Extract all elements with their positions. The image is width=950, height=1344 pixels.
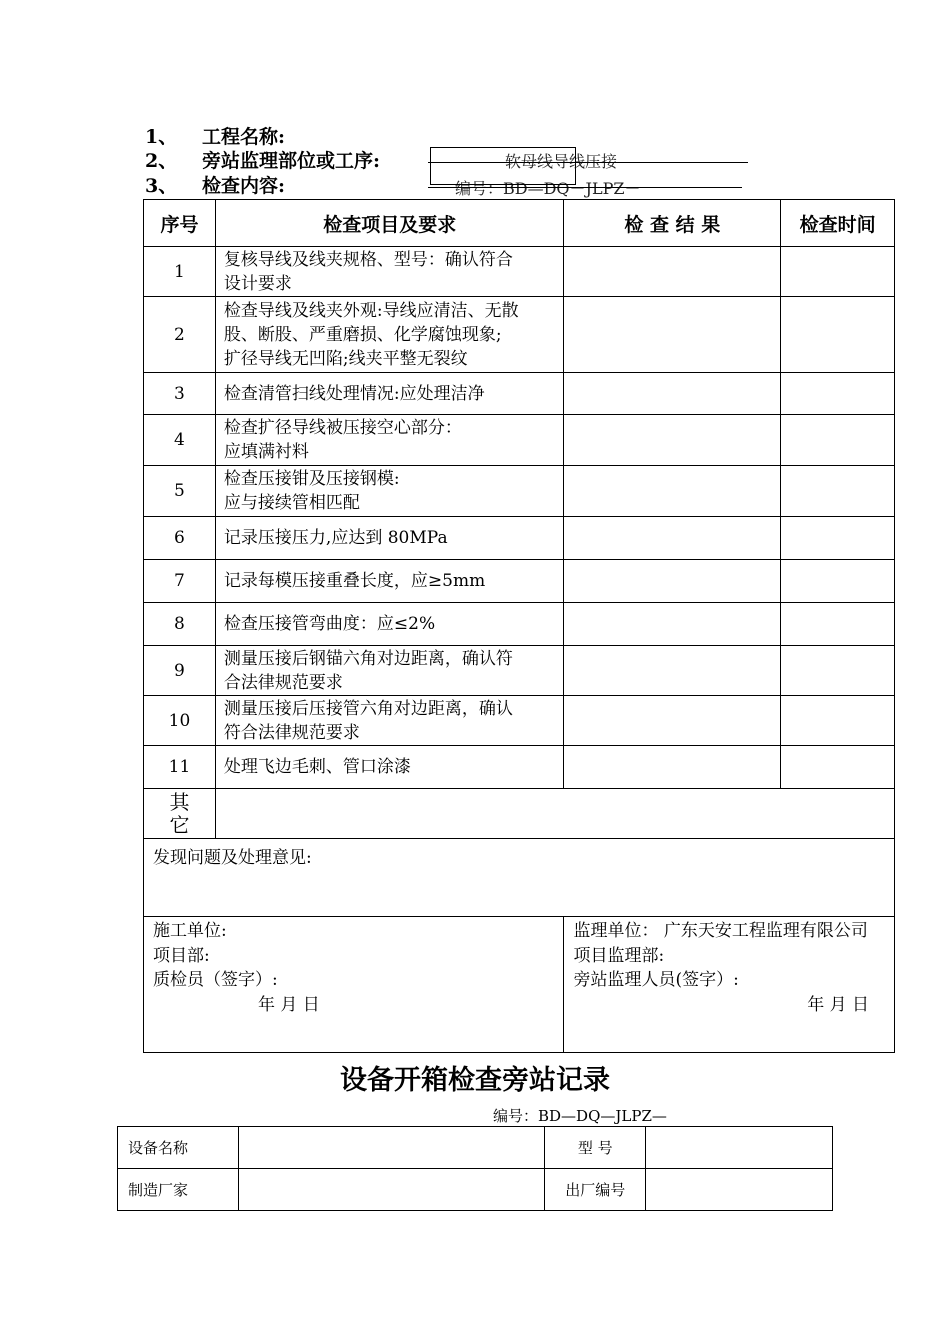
row-number: 5: [144, 466, 216, 517]
result-cell[interactable]: [564, 517, 781, 560]
other-label: 其 它: [144, 789, 216, 839]
time-cell[interactable]: [781, 603, 895, 646]
issues-label: 发现问题及处理意见:: [153, 848, 312, 868]
row-number: 8: [144, 603, 216, 646]
result-cell[interactable]: [564, 696, 781, 746]
quality-inspector-label: 质检员（签字）:: [153, 970, 278, 990]
time-cell[interactable]: [781, 247, 895, 297]
line-number: 2、: [145, 150, 178, 172]
supervision-part-label: 旁站监理部位或工序:: [202, 150, 381, 172]
section2-title: 设备开箱检查旁站记录: [340, 1065, 610, 1096]
form-code-text: 编号：BD—DQ－JLPZ－: [455, 179, 641, 198]
inspection-item: 测量压接后钢锚六角对边距离，确认符 合法律规范要求: [215, 646, 564, 696]
time-cell[interactable]: [781, 560, 895, 603]
inspection-item: 处理飞边毛刺、管口涂漆: [215, 746, 564, 789]
underline-code: [428, 187, 742, 188]
supervision-unit-label: 监理单位： 广东天安工程监理有限公司: [573, 921, 868, 941]
inspection-item: 检查扩径导线被压接空心部分： 应填满衬料: [215, 415, 564, 466]
row-number: 9: [144, 646, 216, 696]
result-cell[interactable]: [564, 466, 781, 517]
result-cell[interactable]: [564, 646, 781, 696]
inspection-item: 记录压接压力,应达到 80MPa: [215, 517, 564, 560]
table-row: [144, 297, 895, 373]
project-name-label: 工程名称:: [202, 126, 286, 148]
table-row: [144, 466, 895, 517]
supervision-date: 年 月 日: [807, 994, 869, 1015]
other-row: [144, 789, 895, 839]
time-cell[interactable]: [781, 373, 895, 415]
table-row: [144, 415, 895, 466]
time-cell[interactable]: [781, 466, 895, 517]
text-box-frame: [430, 147, 576, 185]
table-row: [144, 696, 895, 746]
time-cell[interactable]: [781, 746, 895, 789]
column-header-time: 检查时间: [781, 200, 895, 247]
table-row: [144, 247, 895, 297]
signature-row: [144, 917, 895, 1053]
manufacturer-label: 制造厂家: [118, 1169, 239, 1211]
time-cell[interactable]: [781, 646, 895, 696]
serial-number-label: 出厂编号: [545, 1169, 646, 1211]
result-cell[interactable]: [564, 373, 781, 415]
inspection-content-label: 检查内容:: [202, 175, 286, 197]
time-cell[interactable]: [781, 415, 895, 466]
row-number: 7: [144, 560, 216, 603]
construction-date: 年 月 日: [258, 994, 320, 1015]
time-cell[interactable]: [781, 696, 895, 746]
table-row: [144, 646, 895, 696]
issues-row: [144, 839, 895, 917]
column-header-item: 检查项目及要求: [215, 200, 564, 247]
time-cell[interactable]: [781, 517, 895, 560]
table-row: [144, 560, 895, 603]
row-number: 6: [144, 517, 216, 560]
inspection-item: 记录每模压接重叠长度，应≥5mm: [215, 560, 564, 603]
line-number: 1、: [145, 126, 178, 148]
table-row: [144, 373, 895, 415]
equipment-name-label: 设备名称: [118, 1127, 239, 1169]
row-number: 2: [144, 297, 216, 373]
column-header-number: 序号: [144, 200, 216, 247]
result-cell[interactable]: [564, 603, 781, 646]
construction-unit-label: 施工单位:: [153, 921, 227, 941]
other-content-cell[interactable]: [215, 789, 894, 839]
column-header-result: 检 查 结 果: [564, 200, 781, 247]
inspection-item: 测量压接后压接管六角对边距离，确认 符合法律规范要求: [215, 696, 564, 746]
row-number: 10: [144, 696, 216, 746]
result-cell[interactable]: [564, 297, 781, 373]
inspection-item: 检查压接钳及压接钢模: 应与接续管相匹配: [215, 466, 564, 517]
section2-code: 编号：BD—DQ—JLPZ—: [493, 1107, 667, 1125]
row-number: 1: [144, 247, 216, 297]
supervision-signature-block[interactable]: [564, 917, 895, 1053]
construction-dept-label: 项目部:: [153, 945, 210, 966]
result-cell[interactable]: [564, 560, 781, 603]
process-name-text: 软母线导线压接: [505, 152, 618, 171]
serial-number-value[interactable]: [646, 1169, 833, 1211]
result-cell[interactable]: [564, 247, 781, 297]
construction-signature-block[interactable]: [144, 917, 564, 1053]
table-row: [118, 1127, 833, 1169]
inspection-item: 检查导线及线夹外观:导线应清洁、无散 股、断股、严重磨损、化学腐蚀现象; 扩径导线无凹陷;线夹平整无裂纹: [215, 297, 564, 373]
table-row: [144, 603, 895, 646]
inspection-table: [143, 199, 895, 1053]
header-line-2: [145, 149, 380, 173]
equipment-table: [117, 1126, 833, 1211]
table-row: [118, 1169, 833, 1211]
table-row: [144, 746, 895, 789]
row-number: 3: [144, 373, 216, 415]
equipment-name-value[interactable]: [238, 1127, 545, 1169]
result-cell[interactable]: [564, 746, 781, 789]
supervisor-label: 旁站监理人员(签字）:: [573, 970, 739, 990]
table-row: [144, 517, 895, 560]
header-line-1: [145, 125, 285, 149]
model-label: 型 号: [545, 1127, 646, 1169]
row-number: 11: [144, 746, 216, 789]
inspection-item: 复核导线及线夹规格、型号：确认符合 设计要求: [215, 247, 564, 297]
row-number: 4: [144, 415, 216, 466]
issues-cell[interactable]: [144, 839, 895, 917]
inspection-item: 检查压接管弯曲度：应≤2%: [215, 603, 564, 646]
manufacturer-value[interactable]: [238, 1169, 545, 1211]
line-number: 3、: [145, 175, 178, 197]
supervision-dept-label: 项目监理部:: [573, 945, 665, 966]
table-header-row: [144, 200, 895, 247]
model-value[interactable]: [646, 1127, 833, 1169]
result-cell[interactable]: [564, 415, 781, 466]
inspection-item: 检查清管扫线处理情况:应处理洁净: [215, 373, 564, 415]
header-line-3: [145, 174, 285, 198]
time-cell[interactable]: [781, 297, 895, 373]
